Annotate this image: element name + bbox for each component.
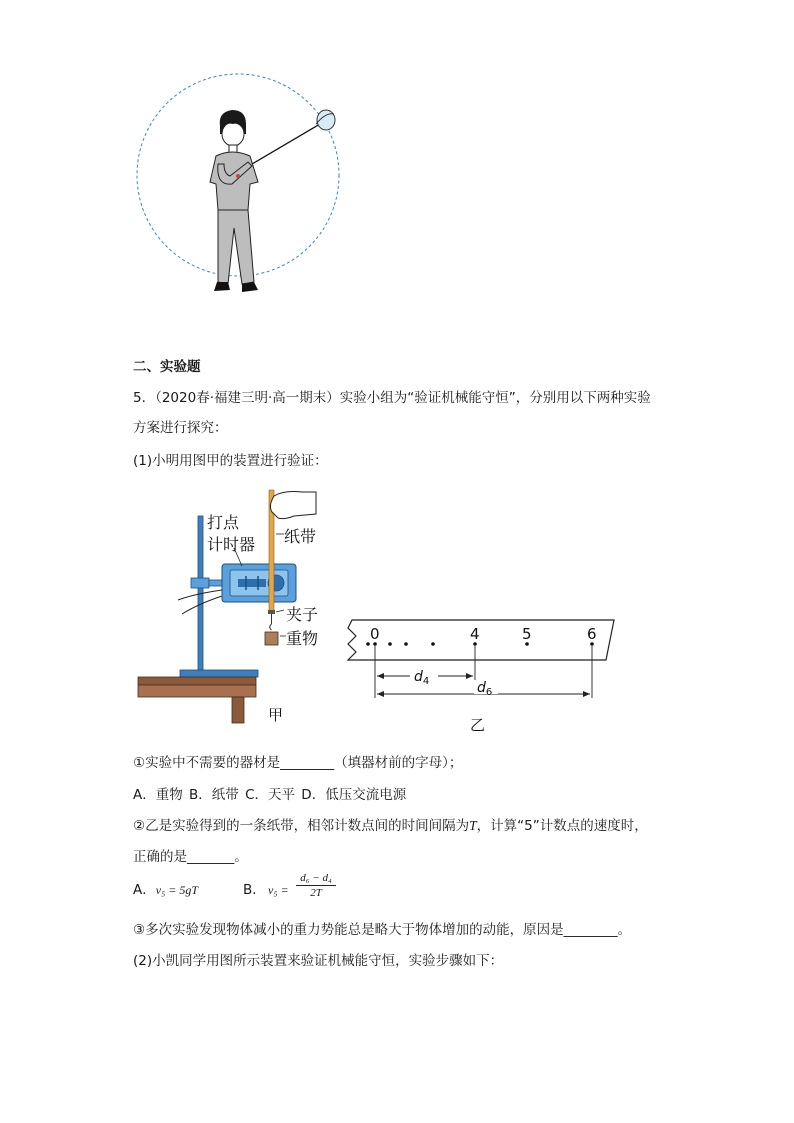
option-a-formula: v₅ = 5gT bbox=[155, 883, 199, 897]
hand-icon bbox=[270, 492, 316, 519]
sub-question-3: ③多次实验发现物体减小的重力势能总是略大于物体增加的动能，原因是________。 bbox=[133, 922, 632, 938]
table-top bbox=[138, 677, 256, 685]
sub2-text-a: ②乙是实验得到的一条纸带，相邻计数点间的时间间隔为 bbox=[133, 818, 470, 834]
part1-intro: (1)小明用图甲的装置进行验证： bbox=[133, 453, 328, 469]
stand-base bbox=[180, 670, 258, 677]
person-figure bbox=[210, 110, 258, 292]
option-b-denominator: 2T bbox=[310, 887, 322, 899]
option-b-label: B． bbox=[243, 882, 266, 898]
option-b-fraction bbox=[296, 871, 336, 900]
options-1: A．重物 B．纸带 C．天平 D．低压交流电源 bbox=[133, 787, 407, 803]
caption-yi: 乙 bbox=[470, 716, 486, 734]
point-label-0: 0 bbox=[370, 625, 380, 643]
point-label-5: 5 bbox=[522, 625, 532, 643]
label-clip: 夹子 bbox=[286, 605, 319, 624]
sub-question-1: ①实验中不需要的器材是________（填器材前的字母）； bbox=[133, 755, 463, 771]
question-line-1: 5．（2020春·福建三明·高一期末）实验小组为“验证机械能守恒”，分别用以下两种实验 bbox=[133, 390, 651, 406]
section-heading: 二、实验题 bbox=[133, 359, 201, 375]
label-weight: 重物 bbox=[286, 629, 319, 648]
apparatus-figure-jia bbox=[134, 486, 344, 726]
option-a-label: A． bbox=[133, 882, 156, 898]
sub2-text-b: ，计算“5”计数点的速度时， bbox=[476, 818, 648, 834]
label-tape: 纸带 bbox=[284, 527, 317, 546]
ball-icon bbox=[316, 110, 335, 130]
option-b-numerator: d₆ − d₄ bbox=[296, 871, 336, 886]
caption-jia: 甲 bbox=[268, 706, 284, 724]
sub2-T: T bbox=[469, 818, 477, 833]
string-line bbox=[252, 124, 320, 164]
clip bbox=[268, 610, 275, 614]
stand-clamp bbox=[191, 578, 209, 588]
point-label-4: 4 bbox=[470, 625, 480, 643]
option-b-lhs: v₅ = bbox=[268, 883, 289, 897]
option-a bbox=[133, 880, 198, 900]
d6-label: $d_6$ bbox=[477, 680, 493, 698]
tape-outline bbox=[348, 620, 614, 660]
question-line-2: 方案进行探究： bbox=[133, 420, 228, 436]
label-timer-2: 计时器 bbox=[207, 535, 256, 554]
tape-figure-yi bbox=[344, 612, 620, 736]
sub-question-2-line-1 bbox=[133, 816, 648, 836]
part2-intro: (2)小凯同学用图所示装置来验证机械能守恒，实验步骤如下： bbox=[133, 953, 504, 969]
label-timer-1: 打点 bbox=[207, 513, 240, 532]
stand-pole bbox=[198, 516, 203, 676]
sub-question-2-line-2: 正确的是_______。 bbox=[133, 849, 248, 865]
point-label-6: 6 bbox=[587, 625, 597, 643]
circular-motion-figure bbox=[120, 60, 360, 310]
weight-block bbox=[265, 632, 278, 645]
d4-label: $d_4$ bbox=[414, 669, 430, 687]
